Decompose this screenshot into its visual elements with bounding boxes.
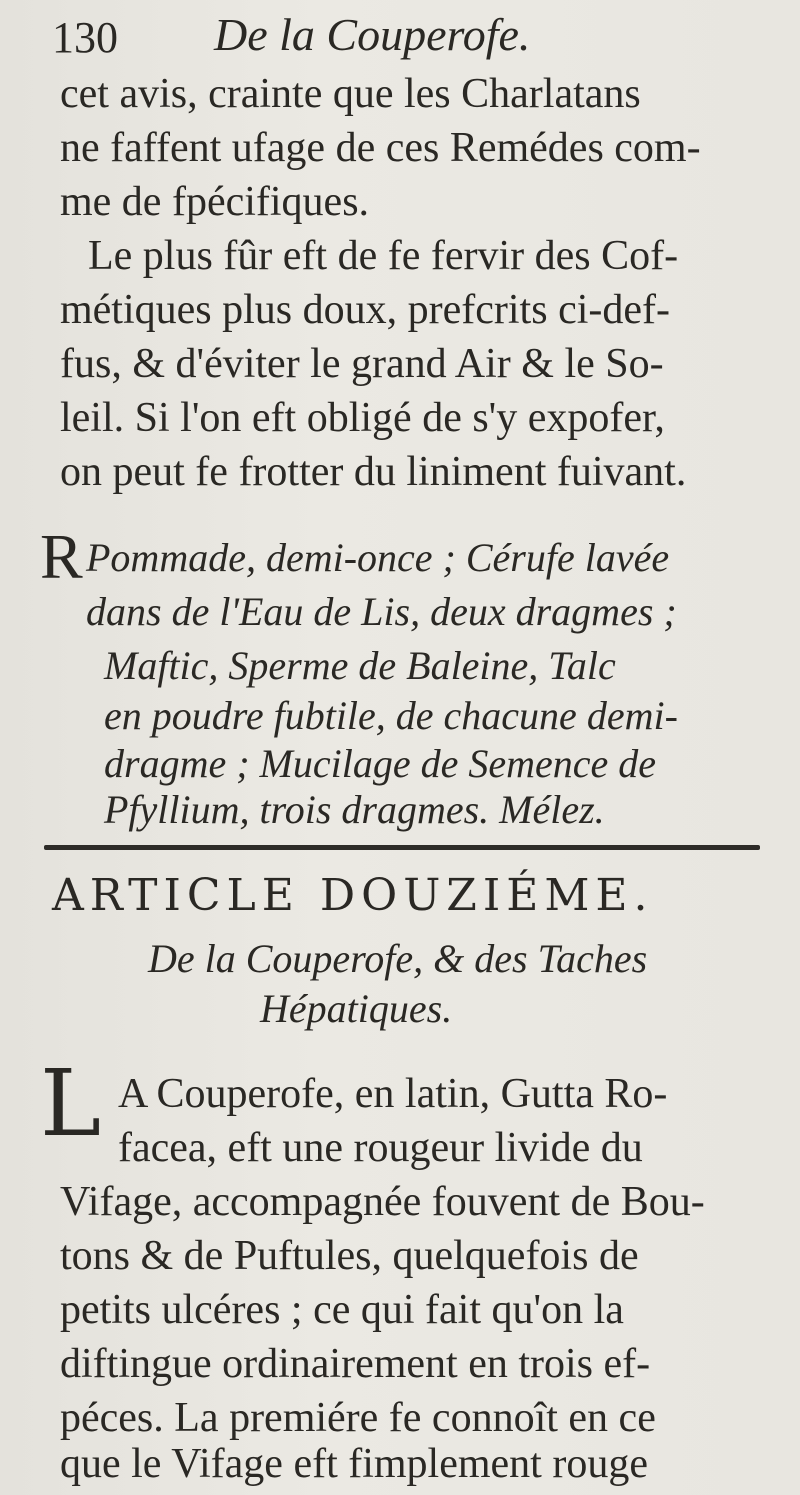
recipe-line: Pommade, demi-once ; Cérufe lavée	[86, 535, 670, 580]
recipe-line: dans de l'Eau de Lis, deux dragmes ;	[86, 589, 677, 634]
recipe-line: Pfyllium, trois dragmes. Mélez.	[104, 787, 605, 832]
recipe-line: Maftic, Sperme de Baleine, Talc	[104, 643, 616, 688]
text-line: Le plus fûr eft de fe fervir des Cof-	[88, 233, 679, 279]
running-title: De la Couperofe.	[214, 9, 531, 60]
text-line: A Couperofe, en latin, Gutta Ro-	[118, 1071, 668, 1117]
text-line: cet avis, crainte que les Charlatans	[60, 71, 641, 117]
text-line: diftingue ordinairement en trois ef-	[60, 1341, 651, 1387]
recipe-symbol: R	[40, 521, 83, 592]
section-divider	[44, 845, 760, 850]
drop-capital: L	[40, 1050, 102, 1157]
text-line: ne faffent ufage de ces Remédes com-	[60, 125, 701, 171]
text-line: on peut fe frotter du liniment fuivant.	[60, 449, 687, 495]
text-line: petits ulcéres ; ce qui fait qu'on la	[60, 1287, 624, 1333]
recipe-line: dragme ; Mucilage de Semence de	[104, 741, 656, 786]
text-line: fus, & d'éviter le grand Air & le So-	[60, 341, 664, 387]
text-line: Vifage, accompagnée fouvent de Bou-	[60, 1179, 705, 1225]
page-number: 130	[52, 13, 118, 62]
text-line: me de fpécifiques.	[60, 179, 370, 225]
recipe-line: en poudre fubtile, de chacune demi-	[104, 693, 678, 738]
article-subtitle: Hépatiques.	[260, 986, 453, 1031]
article-subtitle: De la Couperofe, & des Taches	[148, 936, 648, 981]
text-line: leil. Si l'on eft obligé de s'y expofer,	[60, 395, 665, 441]
text-line: facea, eft une rougeur livide du	[118, 1125, 643, 1171]
article-title: ARTICLE DOUZIÉME.	[52, 870, 654, 921]
text-line: que le Vifage eft fimplement rouge	[60, 1441, 648, 1487]
text-line: tons & de Puftules, quelquefois de	[60, 1233, 639, 1279]
text-line: péces. La premiére fe connoît en ce	[60, 1395, 656, 1441]
text-line: métiques plus doux, prefcrits ci-def-	[60, 287, 670, 333]
